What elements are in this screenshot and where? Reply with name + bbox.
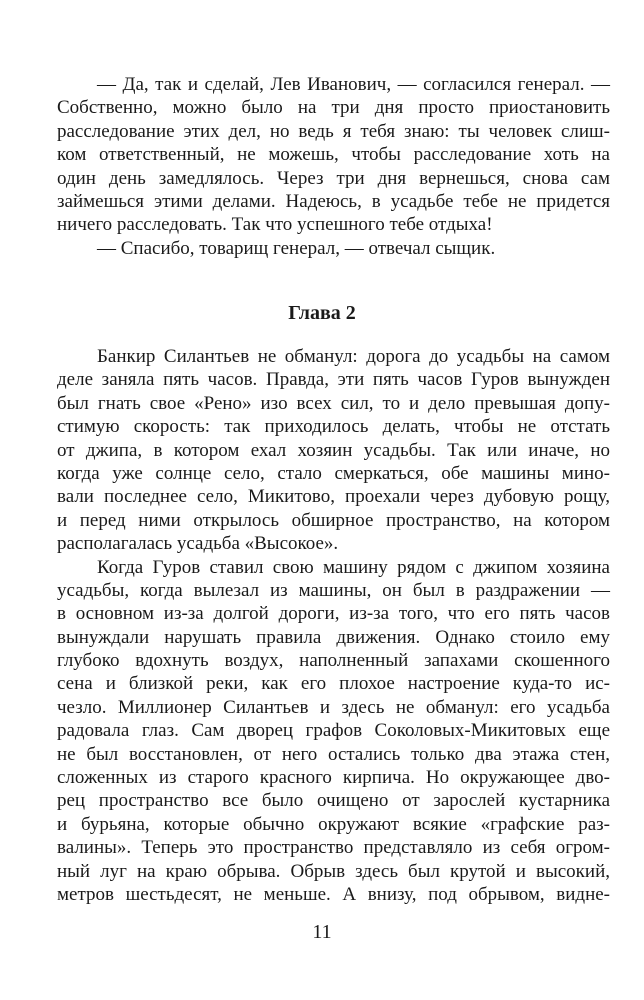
text-line: в основном из-за долгой дороги, из-за того, что его пять часов — [57, 603, 610, 625]
text-line: Банкир Силантьев не обманул: дорога до усадьбы на самом — [97, 346, 610, 367]
text-line: когда уже солнце село, стало смеркаться, обе машины мино- — [57, 462, 610, 484]
text-line: располагалась усадьба «Высокое». — [57, 533, 339, 555]
text-line: ком ответственный, не можешь, чтобы расследование хоть на — [57, 144, 610, 166]
text-line: метров шестьдесят, не меньше. А внизу, под обрывом, видне- — [57, 883, 610, 905]
text-line: был гнать свое «Рено» изо всех сил, то и дело превышая допу- — [57, 392, 610, 414]
text-line: и бурьяна, которые обычно окружают всякие «графские раз- — [57, 813, 610, 835]
text-line: и перед ними открылось обширное пространство, на котором — [57, 509, 610, 531]
text-line: ный луг на краю обрыва. Обрыв здесь был крутой и высокий, — [57, 860, 610, 882]
text-line: усадьбы, когда вылезал из машины, он был в раздражении — — [57, 579, 610, 601]
text-line: от джипа, в котором ехал хозяин усадьбы. Так или иначе, но — [57, 439, 610, 461]
paragraph — [57, 345, 610, 556]
text-line: — Спасибо, товарищ генерал, — отвечал сыщик. — [97, 237, 496, 259]
text-line: Когда Гуров ставил свою машину рядом с джипом хозяина — [97, 556, 610, 578]
text-line: расследование этих дел, но ведь я тебя знаю: ты человек слиш- — [57, 120, 610, 142]
text-line: — Да, так и сделай, Лев Иванович, — согласился генерал. — — [97, 74, 610, 95]
page-number: 11 — [312, 921, 332, 943]
text-line: стимую скорость: так приходилось делать, чтобы не отстать — [57, 416, 610, 438]
paragraph — [57, 237, 610, 260]
chapter-text — [57, 345, 610, 906]
text-line: займешься этими делами. Надеюсь, в усадьбе тебе не придется — [57, 190, 610, 212]
text-line: сложенных из старого красного кирпича. Но окружающее дво- — [57, 767, 610, 789]
text-line: ничего расследовать. Так что успешного тебе отдыха! — [57, 214, 493, 236]
text-line: глубоко вдохнуть воздух, наполненный запахами скошенного — [57, 650, 610, 672]
chapter-heading: Глава 2 — [288, 302, 356, 324]
text-line: валины». Теперь это пространство представляло из себя огром- — [57, 837, 610, 859]
text-line: вали последнее село, Микитово, проехали через дубовую рощу, — [57, 486, 610, 508]
text-line: радовала глаз. Сам дворец графов Соколовых-Микитовых еще — [57, 720, 610, 742]
text-line: деле заняла пять часов. Правда, эти пять часов Гуров вынужден — [57, 369, 610, 391]
paragraph — [57, 73, 610, 237]
text-line: не был восстановлен, от него остались только два этажа стен, — [57, 743, 610, 765]
text-line: Собственно, можно было на три дня просто приостановить — [57, 97, 610, 119]
text-line: чезло. Миллионер Силантьев и здесь не обманул: его усадьба — [57, 696, 610, 718]
paragraph — [57, 556, 610, 907]
text-line: рец пространство все было очищено от зарослей кустарника — [57, 790, 610, 812]
text-line: один день замедлялось. Через три дня вернешься, снова сам — [57, 167, 610, 189]
text-line: вынуждали нарушать правила движения. Однако стоило ему — [57, 626, 610, 648]
text-before-chapter — [57, 73, 610, 260]
text-line: сена и близкой реки, как его плохое настроение куда-то ис- — [57, 673, 610, 695]
